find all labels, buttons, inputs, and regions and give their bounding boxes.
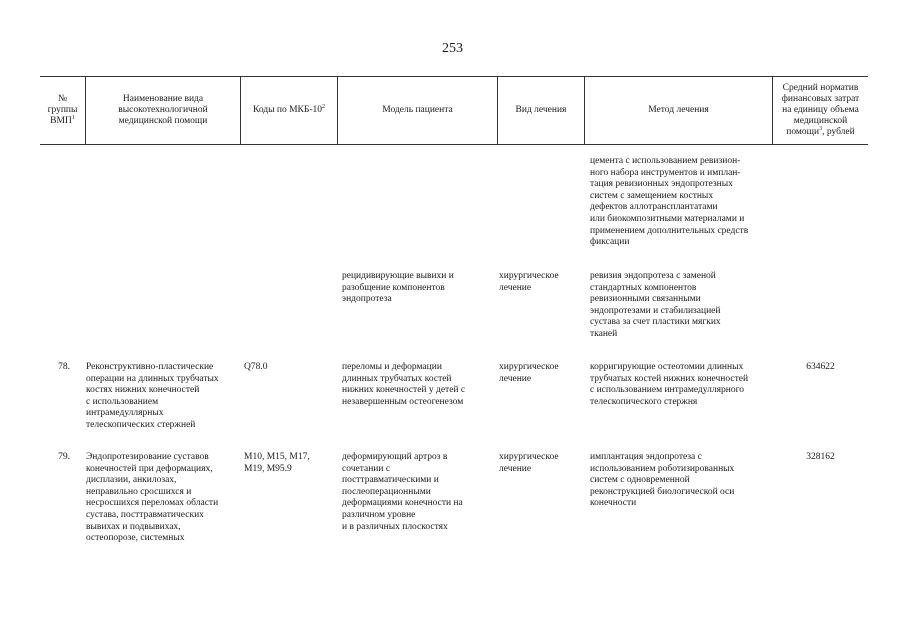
text-line: хирургическое (499, 271, 559, 281)
text-line: ного набора инструментов и имплан- (590, 167, 741, 178)
text-line: Реконструктивно-пластические (86, 362, 214, 372)
text-line: телескопических стержней (86, 419, 196, 430)
header-text: Коды по МКБ-10 (252, 104, 323, 115)
text-line: конечностей при деформациях, (86, 463, 213, 474)
text-line: стандартных компонентов (590, 282, 697, 293)
header-text: Средний норматив (782, 82, 859, 93)
text-line: цемента с использованием ревизион- (590, 156, 741, 166)
text-line: или биокомпозитными материалами и (590, 213, 745, 224)
text-line: лечение (499, 463, 532, 474)
row-78-codes (244, 362, 336, 374)
header-text: , рублей (822, 126, 855, 137)
text-line: незавершенным остеогенезом (342, 396, 464, 407)
header-cost-norm (773, 76, 868, 144)
text-line: Q78.0 (244, 362, 268, 372)
text-line: с использованием интрамедуллярного (590, 385, 744, 396)
text-line: лечение (499, 282, 532, 293)
text-line: корригирующие остеотомии длинных (590, 362, 744, 372)
text-line: разобщение компонентов (342, 282, 445, 293)
row-1-method (590, 271, 770, 341)
text-line: систем с одновременной (590, 475, 690, 486)
text-line: сустава за счет пластики мягких (590, 317, 721, 328)
text-line: тация ревизионных эндопротезных (590, 179, 733, 190)
text-line: ревизионными связанными (590, 294, 701, 305)
header-text: помощи (786, 126, 820, 137)
text-line: хирургическое (499, 452, 559, 462)
row-79-codes (244, 452, 336, 475)
header-bottom-rule (40, 144, 868, 145)
text-line: деформирующий артроз в (342, 452, 448, 462)
row-79-method (590, 452, 770, 510)
text-line: лечение (499, 373, 532, 384)
text-line: ревизия эндопротеза с заменой (590, 271, 716, 281)
footnote-mark: 1 (71, 114, 75, 121)
text-line: рецидивирующие вывихи и (342, 271, 454, 281)
text-line: костях нижних конечностей (86, 385, 200, 396)
row-78-method (590, 362, 770, 408)
header-text: медицинской (793, 115, 848, 126)
text-line: несросшихся переломах области (86, 498, 219, 509)
text-line: интрамедуллярных (86, 408, 164, 419)
text-line: фиксации (590, 237, 630, 248)
header-text: медицинской помощи (118, 115, 208, 126)
text-line: систем с замещением костных (590, 190, 714, 201)
page-number: 253 (442, 41, 463, 56)
header-text: на единицу объема (782, 104, 859, 115)
footnote-mark: 3 (819, 125, 823, 132)
header-treatment-method (585, 76, 772, 144)
text-line: трубчатых костей нижних конечностей (590, 373, 749, 384)
text-line: Эндопротезирование суставов (86, 452, 209, 462)
text-line: различном уровне (342, 509, 416, 520)
text-line: использованием роботизированных (590, 463, 735, 474)
row-79-number: 79. (58, 452, 70, 462)
text-line: телескопического стержня (590, 396, 698, 407)
text-line: M10, M15, M17, (244, 452, 310, 462)
text-line: эндопротеза (342, 294, 392, 305)
text-line: нижних конечностей у детей с (342, 385, 466, 396)
text-line: вывихах и подвывихах, (86, 521, 181, 532)
text-line: сустава, посттравматических (86, 509, 204, 520)
text-line: остеопорозе, системных (86, 533, 185, 544)
row-79-cost: 328162 (806, 452, 835, 462)
header-text: ВМП (50, 115, 72, 126)
row-1-treatment (499, 271, 583, 294)
row-78-model (342, 362, 494, 408)
row-0-method (590, 156, 770, 249)
text-line: деформациями конечности на (342, 498, 463, 509)
header-text: группы (47, 104, 78, 115)
text-line: длинных трубчатых костей (342, 373, 452, 384)
text-line: конечности (590, 498, 637, 509)
text-line: дисплазии, анкилозах, (86, 475, 177, 486)
text-line: применением дополнительных средств (590, 225, 749, 236)
row-79-treatment (499, 452, 583, 475)
text-line: послеоперационными (342, 486, 431, 497)
header-group-number (40, 76, 85, 144)
header-text: Наименование вида (122, 93, 204, 104)
header-text: финансовых затрат (781, 93, 860, 104)
row-78-number: 78. (58, 362, 70, 372)
text-line: эндопротезами и стабилизацией (590, 305, 721, 316)
text-line: посттравматическими и (342, 475, 439, 486)
text-line: переломы и деформации (342, 362, 442, 372)
header-text: Вид лечения (515, 104, 567, 115)
row-78-cost: 634622 (806, 362, 835, 372)
text-line: имплантация эндопротеза с (590, 452, 702, 462)
header-patient-model (338, 76, 497, 144)
text-line: реконструкцией биологической оси (590, 486, 735, 497)
row-79-name (86, 452, 238, 545)
text-line: операции на длинных трубчатых (86, 373, 219, 384)
row-78-treatment (499, 362, 583, 385)
text-line: сочетании с (342, 463, 391, 474)
header-care-name (86, 76, 240, 144)
row-1-model (342, 271, 494, 306)
text-line: и в различных плоскостях (342, 521, 448, 532)
row-79-model (342, 452, 494, 533)
header-text: Модель пациента (382, 104, 453, 115)
text-line: дефектов аллотрансплантатами (590, 202, 718, 213)
text-line: хирургическое (499, 362, 559, 372)
text-line: неправильно сросшихся и (86, 486, 192, 497)
text-line: тканей (590, 328, 618, 339)
header-text: высокотехнологичной (118, 104, 208, 115)
footnote-mark: 2 (322, 103, 326, 110)
header-treatment-type (498, 76, 584, 144)
row-78-name (86, 362, 238, 432)
text-line: с использованием (86, 396, 159, 407)
header-text: Метод лечения (648, 104, 709, 115)
header-text: № (57, 93, 68, 104)
text-line: M19, M95.9 (244, 463, 292, 474)
header-icd-codes (241, 76, 337, 144)
